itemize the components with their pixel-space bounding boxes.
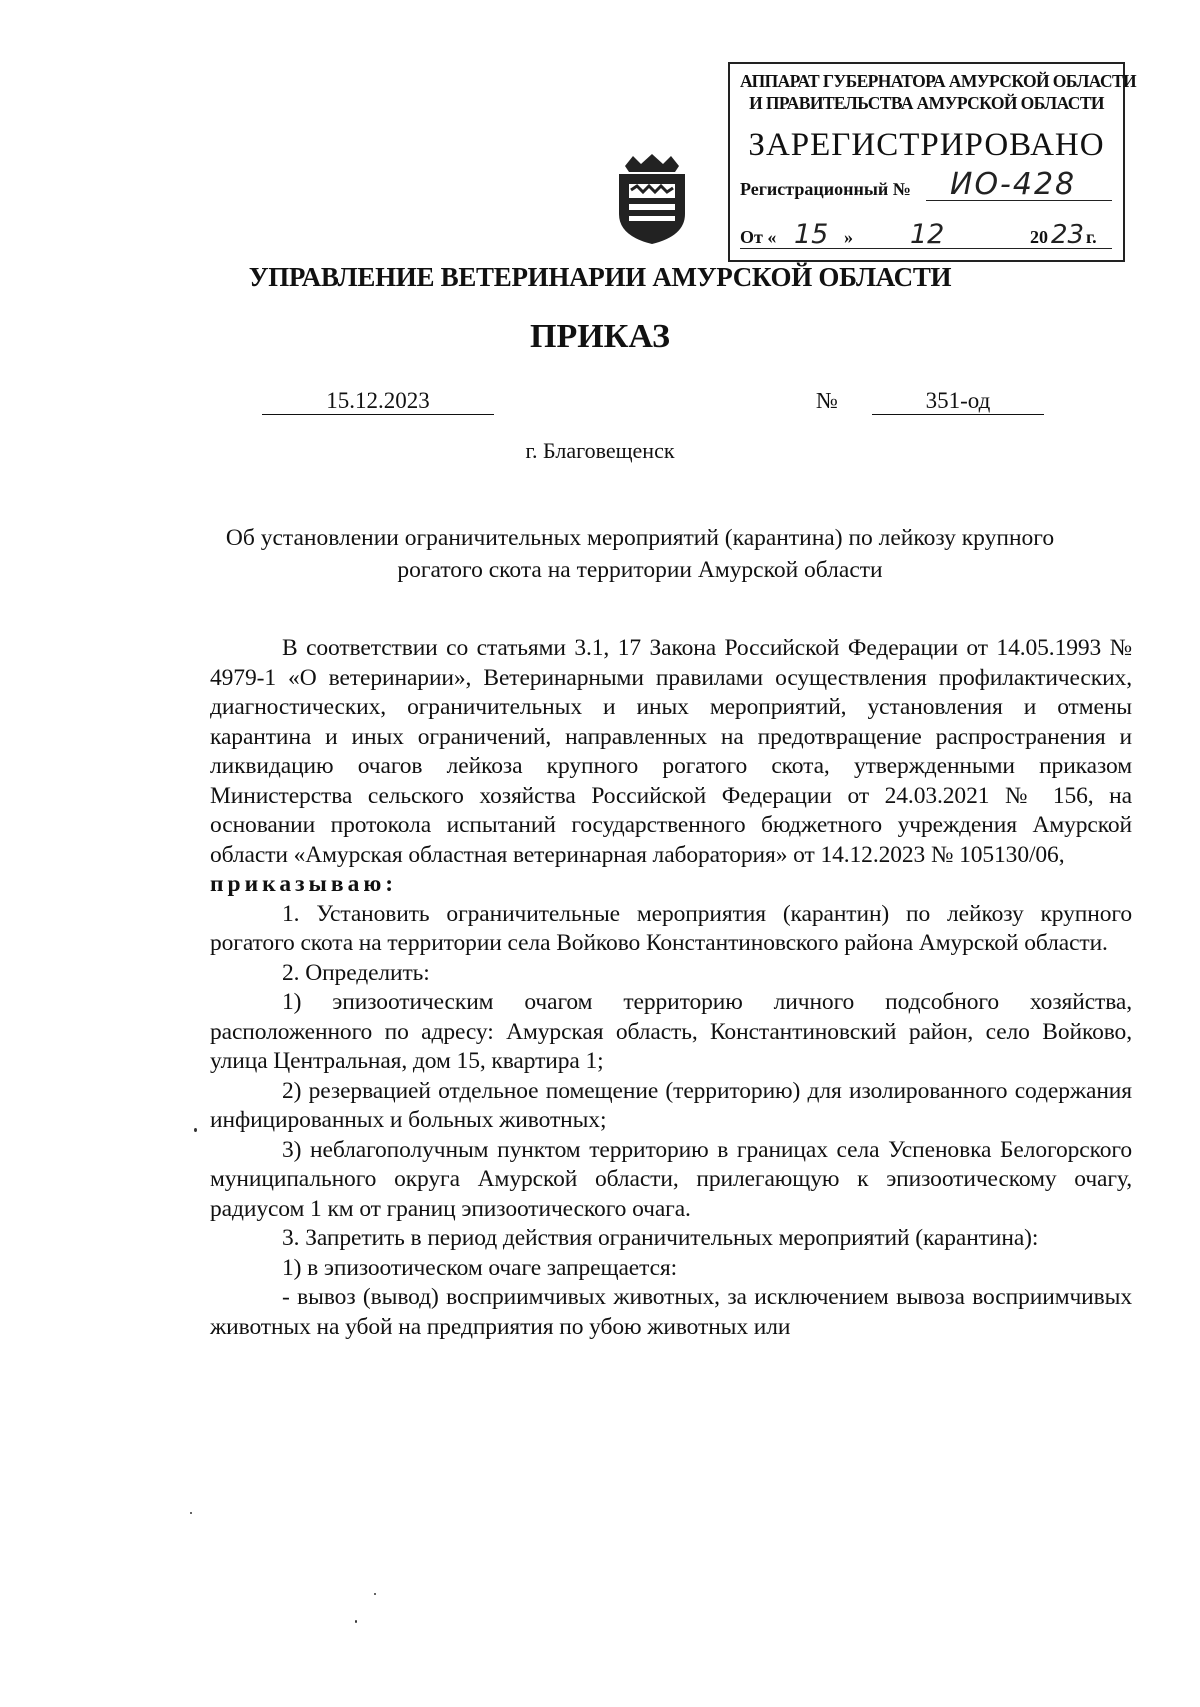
paragraph-item-3-1: 1) в эпизоотическом очаге запрещается:	[282, 1254, 678, 1281]
stamp-year-g: г.	[1086, 227, 1097, 247]
stamp-reg-row	[740, 167, 1113, 204]
paragraph-item-3-1-dash: - вывоз (вывод) восприимчивых животных, за исключением вывоза восприимчивых животных на убой на предприятия по убою животных или	[210, 1284, 1132, 1340]
document-type: ПРИКАЗ	[530, 318, 670, 355]
order-subject: Об установлении ограничительных мероприятий (карантина) по лейкозу крупного рогатого скота на территории Амурской области	[225, 525, 1055, 583]
registration-stamp	[728, 62, 1137, 262]
order-date: 15.12.2023	[262, 388, 494, 415]
city: г. Благовещенск	[525, 438, 675, 463]
scan-speck	[194, 1128, 197, 1132]
stamp-year-prefix: 20	[1030, 227, 1048, 247]
stamp-year-suffix: 23	[1051, 220, 1085, 250]
stamp-month: 12	[910, 219, 945, 250]
paragraph-item-2: 2. Определить:	[282, 959, 430, 986]
order-body	[210, 634, 1132, 1342]
scan-speck	[190, 1512, 192, 1514]
scan-speck	[374, 1593, 376, 1595]
paragraph-item-2-3: 3) неблагополучным пунктом территорию в границах села Успеновка Белогорского муниципального округа Амурской области, прилегающую к эпизоотическому очагу, радиусом 1 км от границ эпизоотического очага.	[210, 1136, 1132, 1222]
stamp-org-line2: И ПРАВИТЕЛЬСТВА АМУРСКОЙ ОБЛАСТИ	[749, 93, 1104, 113]
number-sign: №	[816, 388, 838, 413]
stamp-registered: ЗАРЕГИСТРИРОВАНО	[748, 127, 1105, 163]
stamp-reg-label: Регистрационный №	[740, 179, 911, 199]
paragraph-legal-basis: В соответствии со статьями 3.1, 17 Закона Российской Федерации от 14.05.1993 № 4979-1 «О ветеринарии», Ветеринарными правилами осуществления профилактических, диагностических, ограничительных и иных мероприятий, установления и отмены карантина и иных ограничений, направленных на предотвращение распространения и ликвидацию очагов лейкоза крупного рогатого скота, утвержденными приказом Министерства сельского хозяйства Российской Федерации от 24.03.2021 № 156, на основании протокола испытаний государственного бюджетного учреждения Амурской области «Амурская областная ветеринарная лаборатория» от 14.12.2023 № 105130/06,	[210, 635, 1132, 868]
stamp-date-baseline	[740, 248, 1112, 249]
stamp-reg-number: ИО-428	[950, 167, 1077, 202]
paragraph-item-3: 3. Запретить в период действия ограничительных мероприятий (карантина):	[282, 1225, 1039, 1251]
paragraph-item-1: 1. Установить ограничительные мероприятия (карантин) по лейкозу крупного рогатого скота на территории села Войково Константиновского района Амурской области.	[210, 900, 1132, 956]
stamp-day: 15	[794, 219, 829, 250]
order-number: 351-од	[872, 388, 1044, 415]
stamp-org-line1: АППАРАТ ГУБЕРНАТОРА АМУРСКОЙ ОБЛАСТИ	[740, 71, 1137, 91]
coat-of-arms-emblem	[613, 152, 691, 246]
stamp-date-from: От «	[740, 227, 777, 247]
agency-name: УПРАВЛЕНИЕ ВЕТЕРИНАРИИ АМУРСКОЙ ОБЛАСТИ	[248, 262, 952, 292]
stamp-date-row	[740, 218, 1113, 252]
order-word	[210, 870, 1132, 900]
paragraph-item-2-2: 2) резервацией отдельное помещение (территорию) для изолированного содержания инфицированных и больных животных;	[210, 1077, 1132, 1133]
order-word-text: приказываю:	[210, 871, 398, 897]
scan-speck	[355, 1620, 357, 1623]
stamp-quote-close: »	[844, 227, 853, 247]
paragraph-item-2-1: 1) эпизоотическим очагом территорию личного подсобного хозяйства, расположенного по адресу: Амурская область, Константиновский район, село Войково, улица Центральная, дом 15, квартира 1;	[210, 989, 1132, 1074]
